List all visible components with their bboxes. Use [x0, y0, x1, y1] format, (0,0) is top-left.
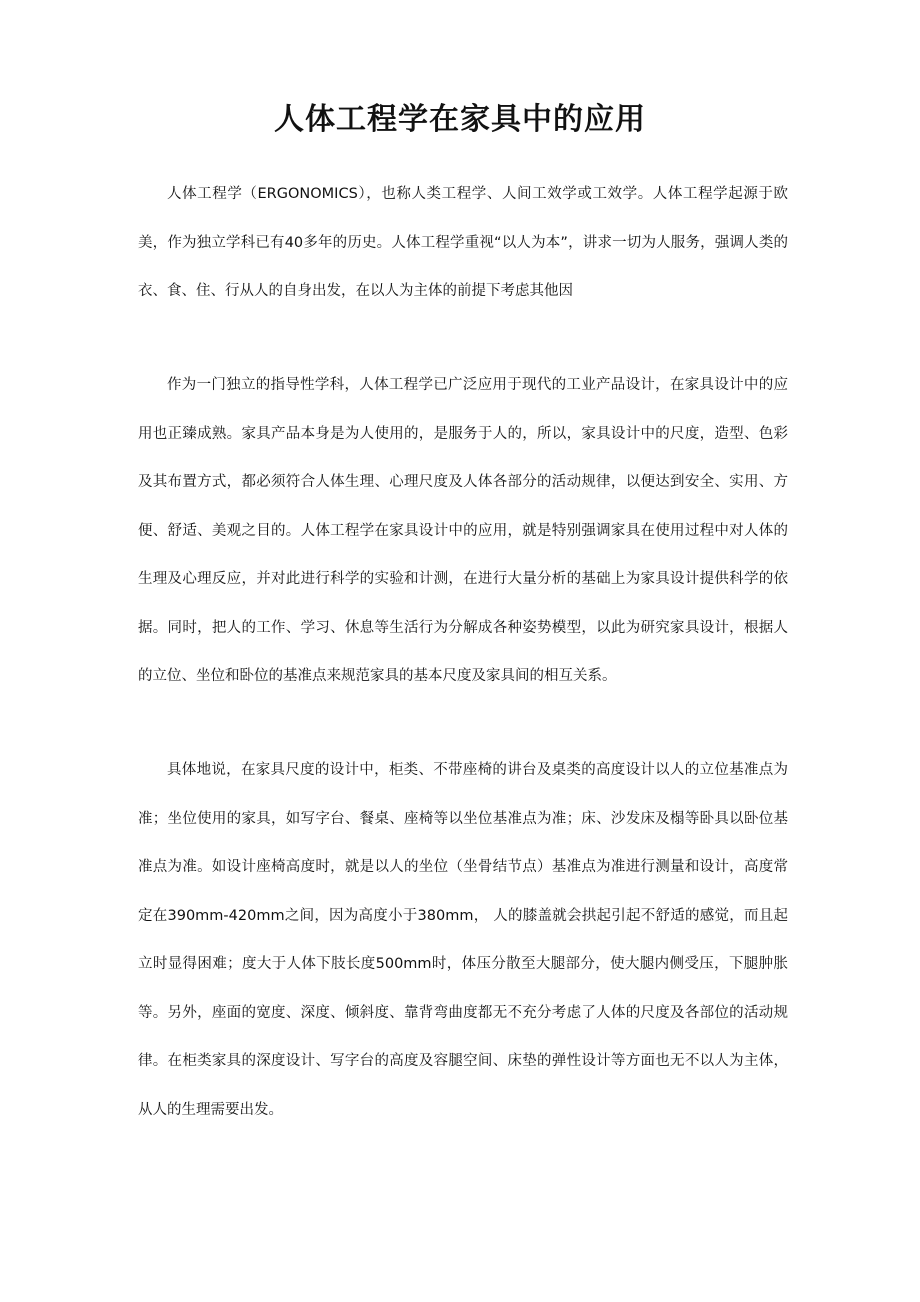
paragraph-2: 作为一门独立的指导性学科，人体工程学已广泛应用于现代的工业产品设计，在家具设计中的应用也正臻成熟。家具产品本身是为人使用的，是服务于人的，所以，家具设计中的尺度，造型、色彩及其布置方式，都必须符合人体生理、心理尺度及人体各部分的活动规律，以便达到安全、实用、方便、舒适、美观之目的。人体工程学在家具设计中的应用，就是特别强调家具在使用过程中对人体的生理及心理反应，并对此进行科学的实验和计测，在进行大量分析的基础上为家具设计提供科学的依据。同时，把人的工作、学习、休息等生活行为分解成各种姿势模型，以此为研究家具设计，根据人的立位、坐位和卧位的基准点来规范家具的基本尺度及家具间的相互关系。 [138, 377, 788, 684]
paragraph-1: 人体工程学（ERGONOMICS），也称人类工程学、人间工效学或工效学。人体工程学起源于欧美，作为独立学科已有40多年的历史。人体工程学重视“以人为本”，讲求一切为人服务，强调人类的衣、食、住、行从人的自身出发，在以人为主体的前提下考虑其他因 [138, 186, 788, 299]
paragraph-3: 具体地说，在家具尺度的设计中，柜类、不带座椅的讲台及桌类的高度设计以人的立位基准点为准；坐位使用的家具，如写字台、餐桌、座椅等以坐位基准点为准；床、沙发床及榻等卧具以卧位基准点为准。如设计座椅高度时，就是以人的坐位（坐骨结节点）基准点为准进行测量和设计，高度常定在390mm-420mm之间，因为高度小于380mm， 人的膝盖就会拱起引起不舒适的感觉，而且起立时显得困难；度大于人体下肢长度500mm时，体压分散至大腿部分，使大腿内侧受压，下腿肿胀等。另外，座面的宽度、深度、倾斜度、靠背弯曲度都无不充分考虑了人体的尺度及各部位的活动规律。在柜类家具的深度设计、写字台的高度及容腿空间、床垫的弹性设计等方面也无不以人为主体，从人的生理需要出发。 [138, 762, 788, 1118]
document-title: 人体工程学在家具中的应用 [274, 102, 646, 137]
